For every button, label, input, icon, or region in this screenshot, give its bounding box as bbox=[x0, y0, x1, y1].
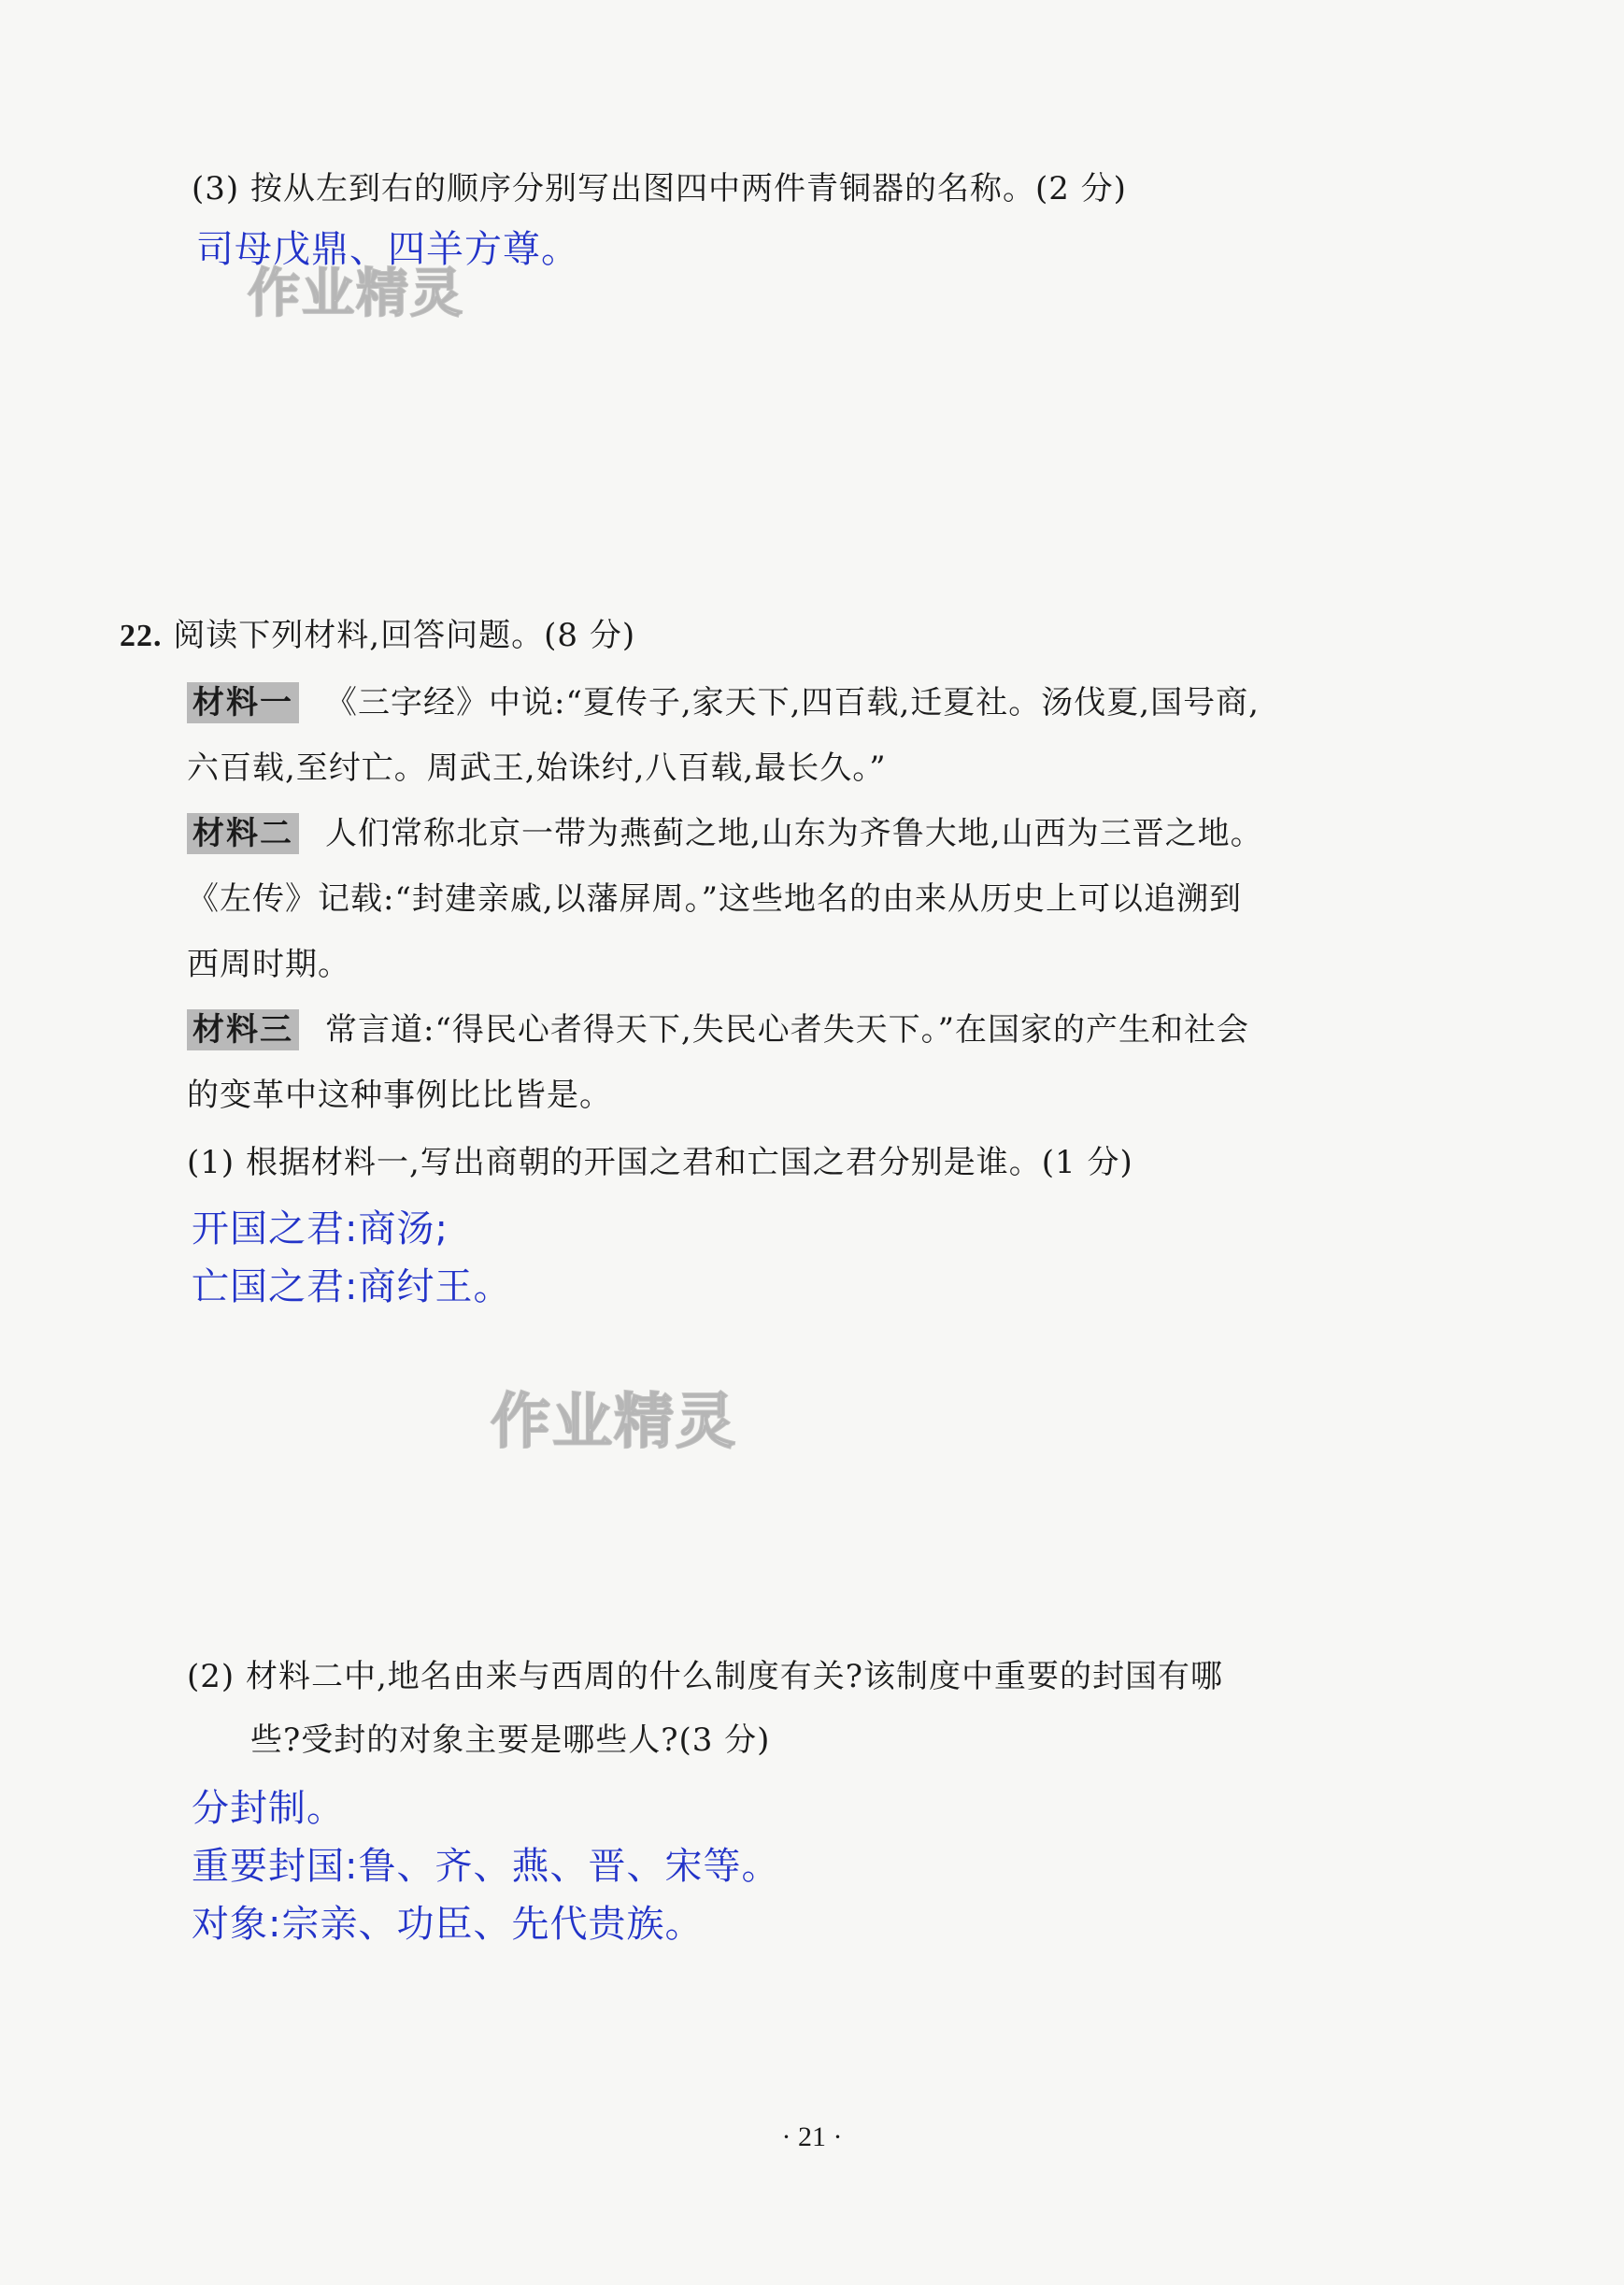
q21-sub3-prompt: (3) 按从左到右的顺序分别写出图四中两件青铜器的名称。(2 分) bbox=[192, 170, 1127, 207]
watermark-1: 作业精灵 bbox=[248, 264, 464, 324]
q22-header bbox=[120, 615, 635, 657]
material-3-line-1 bbox=[187, 1009, 1249, 1050]
q21-sub3-answer: 司母戊鼎、四羊方尊。 bbox=[196, 228, 579, 271]
q22-number: 22. bbox=[120, 619, 163, 653]
material-3-text-1: 常言道:“得民心者得天下,失民心者失天下。”在国家的产生和社会 bbox=[325, 1011, 1250, 1049]
watermark-2: 作业精灵 bbox=[491, 1388, 737, 1457]
q22-sub2-answer-2: 重要封国:鲁、齐、燕、晋、宋等。 bbox=[192, 1845, 780, 1888]
q22-sub2-answer-1: 分封制。 bbox=[192, 1787, 345, 1830]
q22-title: 阅读下列材料,回答问题。(8 分) bbox=[173, 617, 636, 654]
material-2-line-1 bbox=[187, 813, 1263, 854]
page-number: · 21 · bbox=[781, 2121, 843, 2152]
material-2-line-3: 西周时期。 bbox=[187, 946, 350, 983]
material-2-tag: 材料二 bbox=[187, 813, 299, 854]
q22-sub2-answer-3: 对象:宗亲、功臣、先代贵族。 bbox=[192, 1903, 704, 1946]
q22-sub1-prompt: (1) 根据材料一,写出商朝的开国之君和亡国之君分别是谁。(1 分) bbox=[187, 1144, 1133, 1181]
q22-sub2-prompt-line-2: 些?受封的对象主要是哪些人?(3 分) bbox=[250, 1721, 771, 1759]
material-1-tag: 材料一 bbox=[187, 682, 299, 723]
material-1-line-1 bbox=[187, 682, 1260, 723]
q22-sub2-prompt-line-1: (2) 材料二中,地名由来与西周的什么制度有关?该制度中重要的封国有哪 bbox=[187, 1658, 1224, 1695]
material-2-text-1: 人们常称北京一带为燕蓟之地,山东为齐鲁大地,山西为三晋之地。 bbox=[325, 815, 1263, 852]
material-3-tag: 材料三 bbox=[187, 1009, 299, 1050]
q22-sub1-answer-1: 开国之君:商汤; bbox=[192, 1207, 449, 1250]
material-3-line-2: 的变革中这种事例比比皆是。 bbox=[187, 1077, 612, 1114]
material-1-text-1: 《三字经》中说:“夏传子,家天下,四百载,迁夏社。汤伐夏,国号商, bbox=[325, 684, 1260, 721]
q22-sub1-answer-2: 亡国之君:商纣王。 bbox=[192, 1265, 512, 1308]
material-1-line-2: 六百载,至纣亡。周武王,始诛纣,八百载,最长久。” bbox=[187, 750, 887, 787]
material-2-line-2: 《左传》记载:“封建亲戚,以藩屏周。”这些地名的由来从历史上可以追溯到 bbox=[187, 880, 1243, 918]
